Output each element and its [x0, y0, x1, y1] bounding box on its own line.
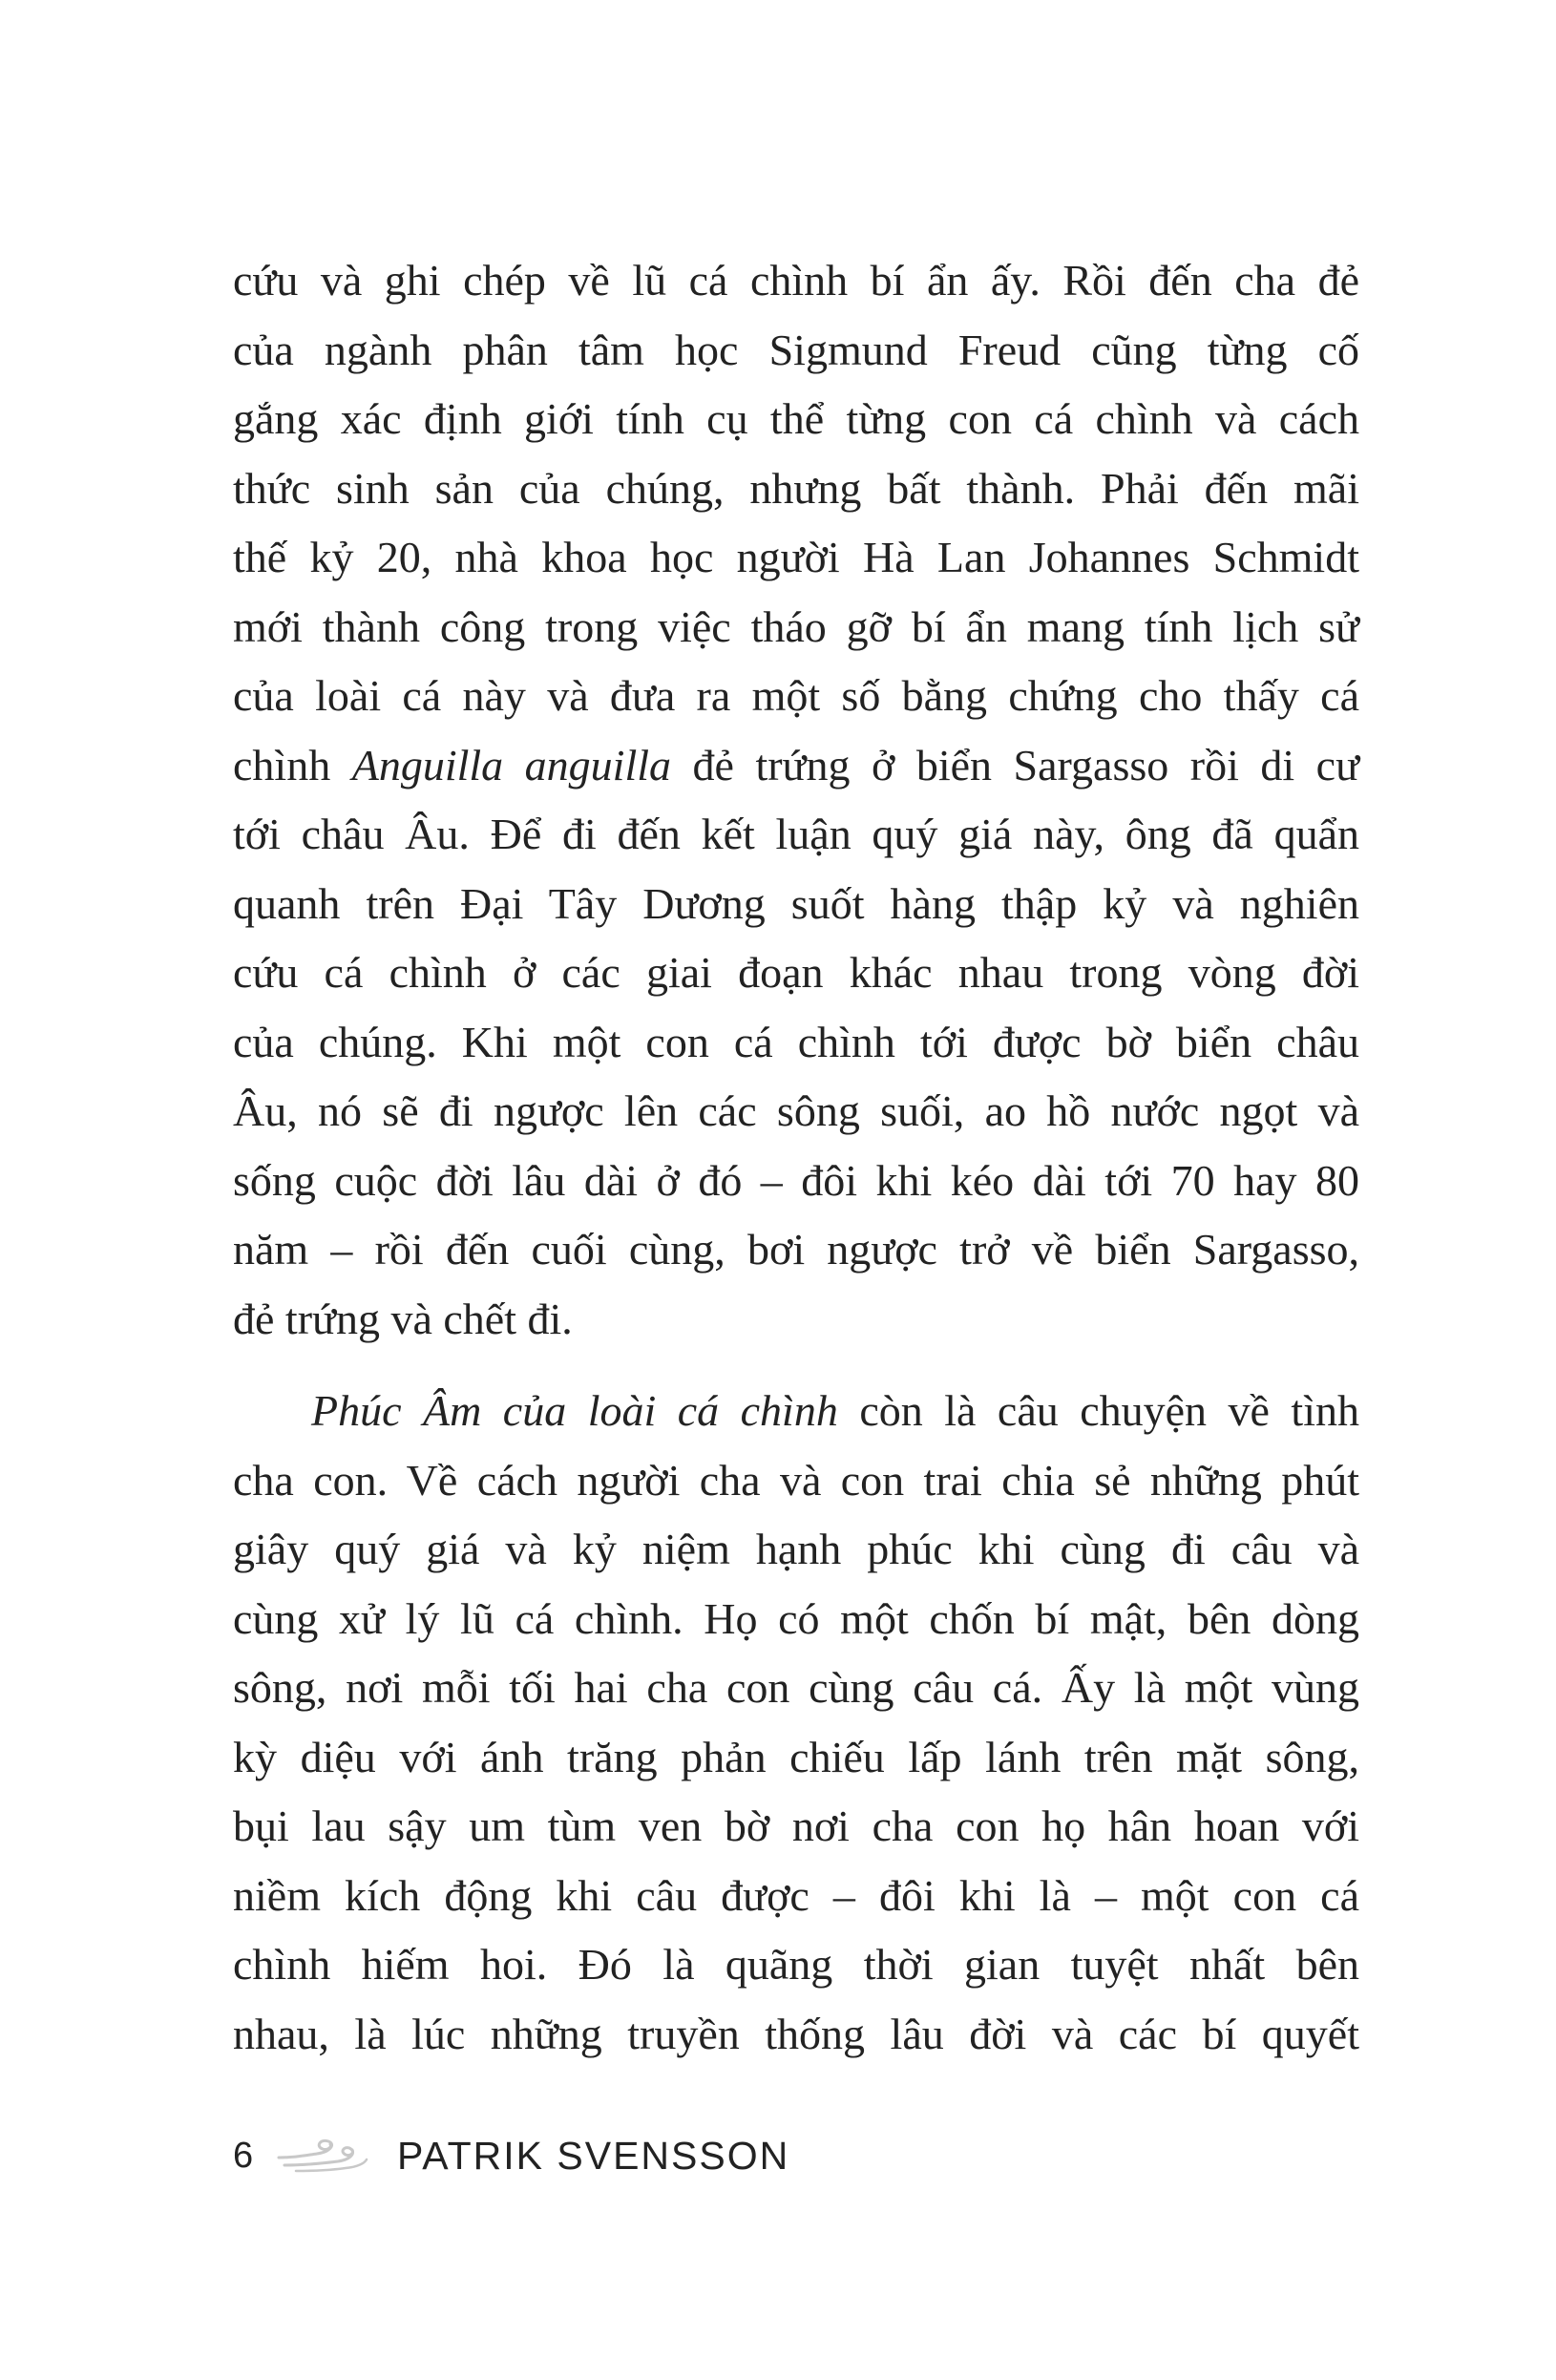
book-title-italic: Phúc Âm của loài cá chình: [311, 1386, 838, 1435]
text-segment: còn là câu chuyện về tình: [837, 1386, 1359, 1435]
body-text: [233, 246, 1359, 2069]
text-line: quanh trên Đại Tây Dương suốt hàng thập kỷ và nghiên: [233, 878, 1359, 928]
text-line: của loài cá này và đưa ra một số bằng chứng cho thấy cá: [233, 671, 1359, 720]
text-line: của ngành phân tâm học Sigmund Freud cũng từng cố: [233, 325, 1359, 374]
page-number: 6: [233, 2135, 254, 2176]
text-line: niềm kích động khi câu được – đôi khi là – một con cá: [233, 1870, 1359, 1920]
text-line: chình hiếm hoi. Đó là quãng thời gian tuyệt nhất bên: [233, 1940, 1359, 1989]
text-line: cùng xử lý lũ cá chình. Họ có một chốn bí mật, bên dòng: [233, 1593, 1359, 1643]
text-line: của chúng. Khi một con cá chình tới được bờ biển châu: [233, 1017, 1359, 1066]
text-line: giây quý giá và kỷ niệm hạnh phúc khi cùng đi câu và: [233, 1525, 1359, 1573]
text-line: mới thành công trong việc tháo gỡ bí ẩn mang tính lịch sử: [233, 601, 1359, 651]
text-line: sông, nơi mỗi tối hai cha con cùng câu cá. Ấy là một vùng: [233, 1663, 1359, 1712]
paragraph-spacer: [233, 1354, 1359, 1377]
text-line: cứu cá chình ở các giai đoạn khác nhau trong vòng đời: [233, 948, 1359, 997]
text-line: thế kỷ 20, nhà khoa học người Hà Lan Johannes Schmidt: [233, 533, 1359, 581]
text-line: năm – rồi đến cuối cùng, bơi ngược trở về biển Sargasso,: [233, 1225, 1359, 1274]
text-segment: chình: [233, 740, 352, 790]
author-name: PATRIK SVENSSON: [397, 2133, 790, 2178]
text-segment: đẻ trứng ở biển Sargasso rồi di cư: [671, 740, 1360, 790]
swirl-ornament-icon: [275, 2137, 370, 2175]
text-line-with-italic: [233, 1377, 1359, 1446]
text-line: Âu, nó sẽ đi ngược lên các sông suối, ao hồ nước ngọt và: [233, 1086, 1359, 1135]
text-line: đẻ trứng và chết đi.: [233, 1294, 573, 1343]
text-line: cứu và ghi chép về lũ cá chình bí ẩn ấy. Rồi đến cha đẻ: [233, 256, 1359, 305]
text-line: thức sinh sản của chúng, nhưng bất thành. Phải đến mãi: [233, 463, 1359, 513]
page-footer: [233, 2127, 789, 2184]
text-line: tới châu Âu. Để đi đến kết luận quý giá này, ông đã quẩn: [233, 810, 1359, 858]
text-line: nhau, là lúc những truyền thống lâu đời và các bí quyết: [233, 2009, 1359, 2058]
text-line-with-italic: [233, 731, 1359, 801]
text-line: sống cuộc đời lâu dài ở đó – đôi khi kéo dài tới 70 hay 80: [233, 1155, 1359, 1205]
text-line: gắng xác định giới tính cụ thể từng con cá chình và cách: [233, 394, 1359, 443]
text-line: kỳ diệu với ánh trăng phản chiếu lấp lánh trên mặt sông,: [233, 1732, 1359, 1781]
species-name-italic: Anguilla anguilla: [351, 740, 672, 790]
text-line: bụi lau sậy um tùm ven bờ nơi cha con họ hân hoan với: [233, 1801, 1359, 1850]
text-line: cha con. Về cách người cha và con trai chia sẻ những phút: [233, 1455, 1359, 1505]
